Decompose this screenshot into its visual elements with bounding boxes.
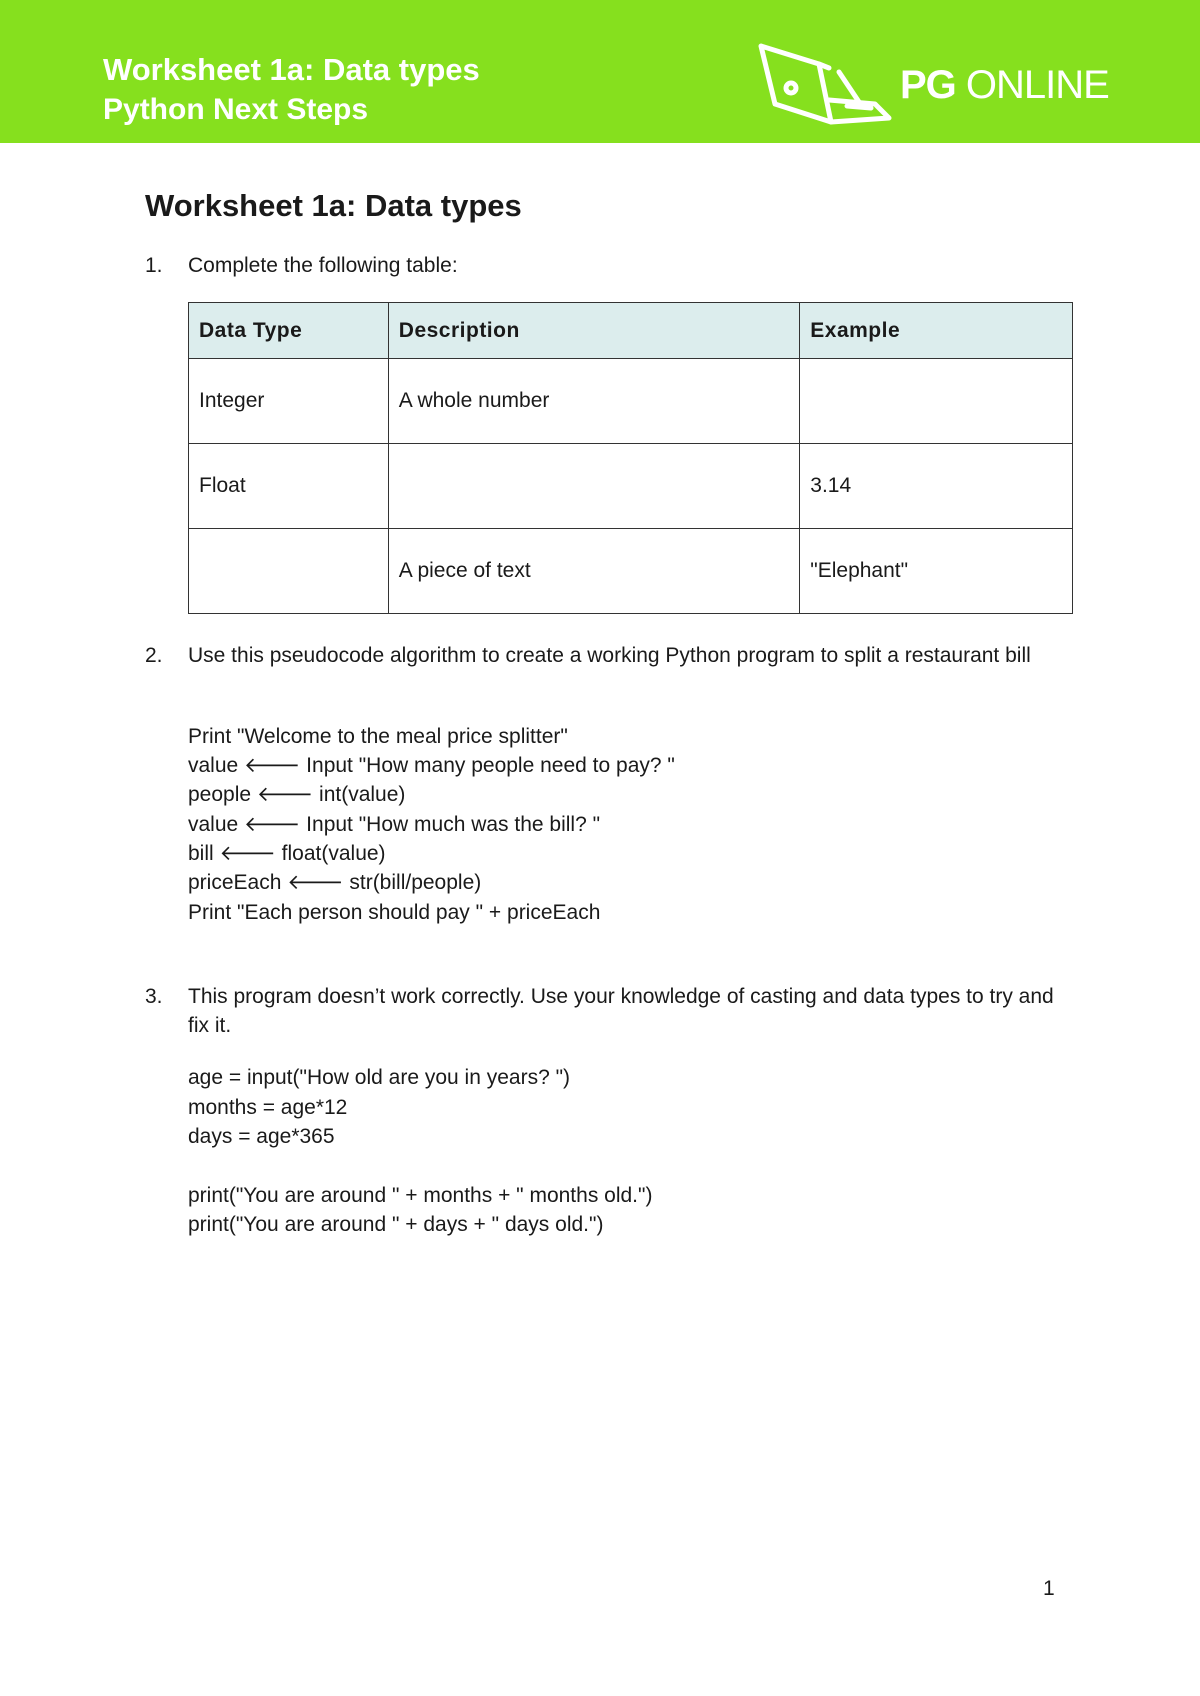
code-line: days = age*365: [188, 1125, 335, 1148]
table-header-row: [189, 303, 1073, 359]
question-3-number: 3.: [145, 985, 163, 1008]
table-row: [189, 444, 1073, 529]
page-number: 1: [1043, 1577, 1055, 1600]
pseudocode-line: Print "Welcome to the meal price splitter": [188, 725, 568, 748]
table-row: [189, 359, 1073, 444]
table-cell[interactable]: 3.14: [800, 444, 1073, 529]
logo-pg: PG: [900, 63, 956, 107]
table-cell[interactable]: [388, 444, 799, 529]
table-cell[interactable]: "Elephant": [800, 529, 1073, 614]
pseudocode-line: value 🡐 Input "How many people need to pay? ": [188, 754, 675, 777]
table-header-cell: Description: [388, 303, 799, 359]
table-row: [189, 529, 1073, 614]
code-line: months = age*12: [188, 1096, 348, 1119]
question-1-number: 1.: [145, 254, 163, 277]
question-2-number: 2.: [145, 644, 163, 667]
header-banner: [0, 0, 1200, 143]
banner-title: Worksheet 1a: Data types: [103, 52, 480, 87]
logo-online: ONLINE: [965, 63, 1109, 107]
data-types-table: [188, 302, 1073, 614]
question-1-text: Complete the following table:: [188, 254, 458, 277]
pseudocode-line: priceEach 🡐 str(bill/people): [188, 871, 482, 894]
logo-wordmark: [900, 60, 1109, 110]
question-3-text: This program doesn’t work correctly. Use your knowledge of casting and data types to try and fix it.: [188, 985, 1054, 1037]
page-title: Worksheet 1a: Data types: [145, 188, 522, 223]
question-2-text: Use this pseudocode algorithm to create a working Python program to split a restaurant bill: [188, 644, 1031, 667]
code-line: print("You are around " + days + " days old."): [188, 1213, 604, 1236]
banner-subtitle: Python Next Steps: [103, 93, 369, 126]
pseudocode-line: Print "Each person should pay " + priceEach: [188, 901, 601, 924]
code-line: age = input("How old are you in years? "): [188, 1066, 571, 1089]
table-cell[interactable]: [189, 529, 389, 614]
table-cell[interactable]: [800, 359, 1073, 444]
table-cell[interactable]: Float: [189, 444, 389, 529]
table-cell[interactable]: Integer: [189, 359, 389, 444]
pseudocode-line: bill 🡐 float(value): [188, 842, 386, 865]
table-cell[interactable]: A piece of text: [388, 529, 799, 614]
pseudocode-line: value 🡐 Input "How much was the bill? ": [188, 813, 601, 836]
table-cell[interactable]: A whole number: [388, 359, 799, 444]
code-line: print("You are around " + months + " months old."): [188, 1184, 653, 1207]
table-header-cell: Example: [800, 303, 1073, 359]
pseudocode-line: people 🡐 int(value): [188, 783, 406, 806]
table-header-cell: Data Type: [189, 303, 389, 359]
